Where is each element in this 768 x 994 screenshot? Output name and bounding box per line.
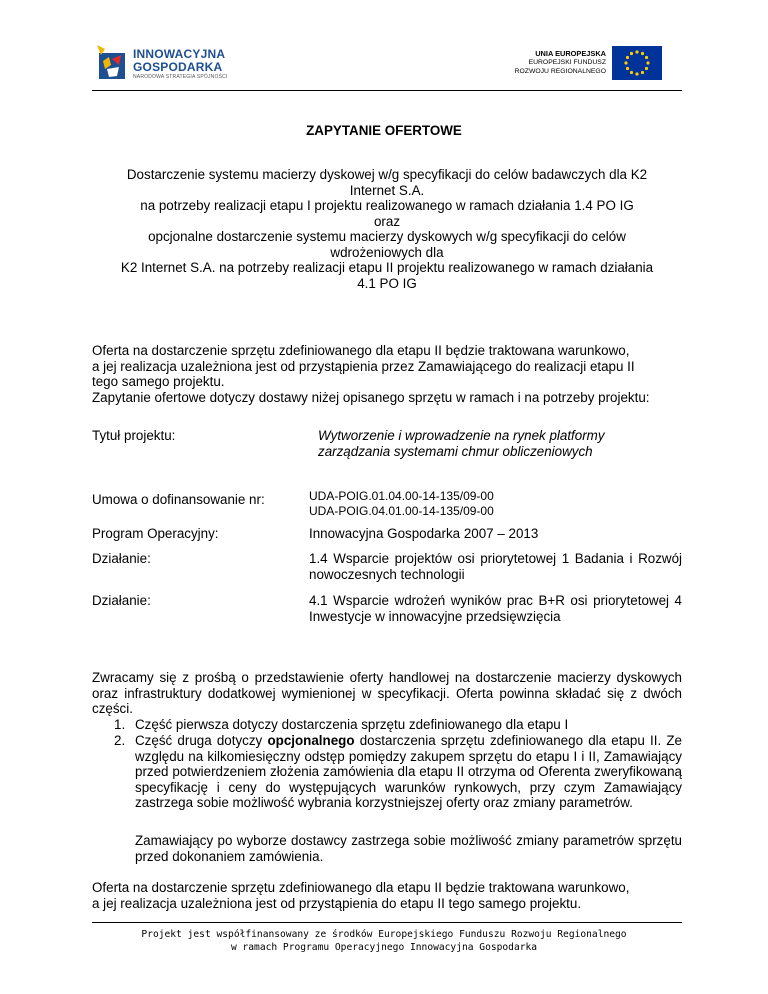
list-item: [114, 717, 682, 733]
footer-divider: [92, 922, 682, 923]
optional-emphasis: opcjonalnego: [267, 733, 355, 748]
intro-line: Oferta na dostarczenie sprzętu zdefiniowanego dla etapu II będzie traktowana warunkowo,: [92, 343, 630, 358]
project-title-label: Tytuł projektu:: [92, 428, 176, 443]
intro-line: Zapytanie ofertowe dotyczy dostawy niżej opisanego sprzętu w ramach i na potrzeby projektu:: [92, 389, 650, 405]
eu-logo-line3: ROZWOJU REGIONALNEGO: [514, 68, 606, 75]
list-item-text: [135, 733, 682, 811]
action-label: Działanie:: [92, 551, 151, 566]
list-item-text-rest: dostarczenia sprzętu zdefiniowanego dla etapu II. Ze względu na kilkomiesięczny odstęp pomiędzy zakupem sprzętu do etapu I i II, Zamawiający przed potwierdzeniem złożenia zamówienia dla etapu II otrzyma od Oferenta zweryfikowaną specyfikację i ceny do występujących warunków rynkowych, przy czym Zamawiający zastrzega sobie możliwość wybrania korzystniejszej oferty oraz zmiany parametrów.: [135, 733, 683, 810]
subject-line: oraz: [373, 213, 401, 229]
closing-line: a jej realizacja uzależniona jest od przystąpienia do etapu II tego samego projektu.: [92, 895, 582, 911]
subject-line: 4.1 PO IG: [357, 275, 417, 291]
subject-line: na potrzeby realizacji etapu I projektu realizowanego w ramach działania 1.4 PO IG: [140, 198, 634, 213]
list-item-number: 1.: [114, 717, 126, 732]
subject-line: Internet S.A.: [349, 182, 425, 198]
eu-flag-icon: [612, 46, 662, 80]
agreement-label: Umowa o dofinansowanie nr:: [92, 492, 265, 507]
program-label: Program Operacyjny:: [92, 526, 219, 541]
request-paragraph: Zwracamy się z prośbą o przedstawienie oferty handlowej na dostarczenie macierzy dyskowych oraz infrastruktury dodatkowej wymienionej w specyfikacji. Oferta powinna składać się z dwóch części.: [92, 670, 682, 716]
ig-logo-line1: INNOWACYJNA: [133, 47, 226, 61]
document-title: ZAPYTANIE OFERTOWE: [306, 123, 462, 138]
closing-paragraph: [92, 880, 682, 911]
supplier-note: Zamawiający po wyborze dostawcy zastrzega sobie możliwość zmiany parametrów sprzętu przed dokonaniem zamówienia.: [135, 833, 682, 864]
ig-logo-line3: NARODOWA STRATEGIA SPÓJNOŚCI: [133, 74, 228, 80]
list-item: [114, 733, 682, 843]
eu-logo-line1: UNIA EUROPEJSKA: [535, 49, 606, 58]
footer-line: Projekt jest współfinansowany ze środków Europejskiego Funduszu Rozwoju Regionalnego: [141, 929, 627, 940]
subject-line: opcjonalne dostarczenie systemu macierzy dyskowych w/g specyfikacji do celów: [148, 229, 626, 244]
subject-line: wdrożeniowych dla: [330, 244, 444, 260]
closing-line: Oferta na dostarczenie sprzętu zdefiniowanego dla etapu II będzie traktowana warunkowo,: [92, 880, 630, 895]
footer-line: w ramach Programu Operacyjnego Innowacyjna Gospodarka: [230, 941, 538, 953]
intro-line: a jej realizacja uzależniona jest od przystąpienia przez Zamawiającego do realizacji etapu II: [92, 358, 635, 374]
project-title-line: Wytworzenie i wprowadzenie na rynek platformy: [318, 428, 605, 443]
program-value: Innowacyjna Gospodarka 2007 – 2013: [309, 526, 539, 541]
ig-star-mark-icon: [95, 43, 131, 83]
footer: [0, 929, 768, 954]
list-item-number: 2.: [114, 733, 126, 748]
agreement-value: [309, 489, 682, 519]
subject-line: K2 Internet S.A. na potrzeby realizacji etapu II projektu realizowanego w ramach działania: [120, 260, 654, 275]
action-label: Działanie:: [92, 593, 151, 608]
innowacyjna-gospodarka-logo: [95, 43, 235, 83]
list-item-text-start: Część druga dotyczy: [135, 733, 268, 748]
agreement-number: UDA-POIG.01.04.00-14-135/09-00: [309, 489, 494, 503]
intro-line: tego samego projektu.: [92, 374, 225, 389]
list-item-text: Część pierwsza dotyczy dostarczenia sprzętu zdefiniowanego dla etapu I: [135, 717, 569, 732]
agreement-number: UDA-POIG.04.01.00-14-135/09-00: [309, 504, 494, 518]
eu-fund-logo: [512, 46, 662, 86]
eu-logo-line2: EUROPEJSKI FUNDUSZ: [528, 59, 606, 66]
ig-logo-line2: GOSPODARKA: [133, 60, 223, 74]
project-title-value: [318, 428, 691, 459]
header-divider: [92, 90, 682, 91]
action-value: 4.1 Wsparcie wdrożeń wyników prac B+R osi priorytetowej 4 Inwestycje w innowacyjne przedsięwzięcia: [309, 593, 682, 624]
intro-paragraph: [92, 343, 682, 405]
action-value: 1.4 Wsparcie projektów osi priorytetowej 1 Badania i Rozwój nowoczesnych technologii: [309, 551, 682, 582]
project-title-line: zarządzania systemami chmur obliczeniowych: [318, 443, 593, 459]
subject-block: [92, 167, 682, 291]
subject-line: Dostarczenie systemu macierzy dyskowej w/g specyfikacji do celów badawczych dla K2: [126, 167, 648, 182]
